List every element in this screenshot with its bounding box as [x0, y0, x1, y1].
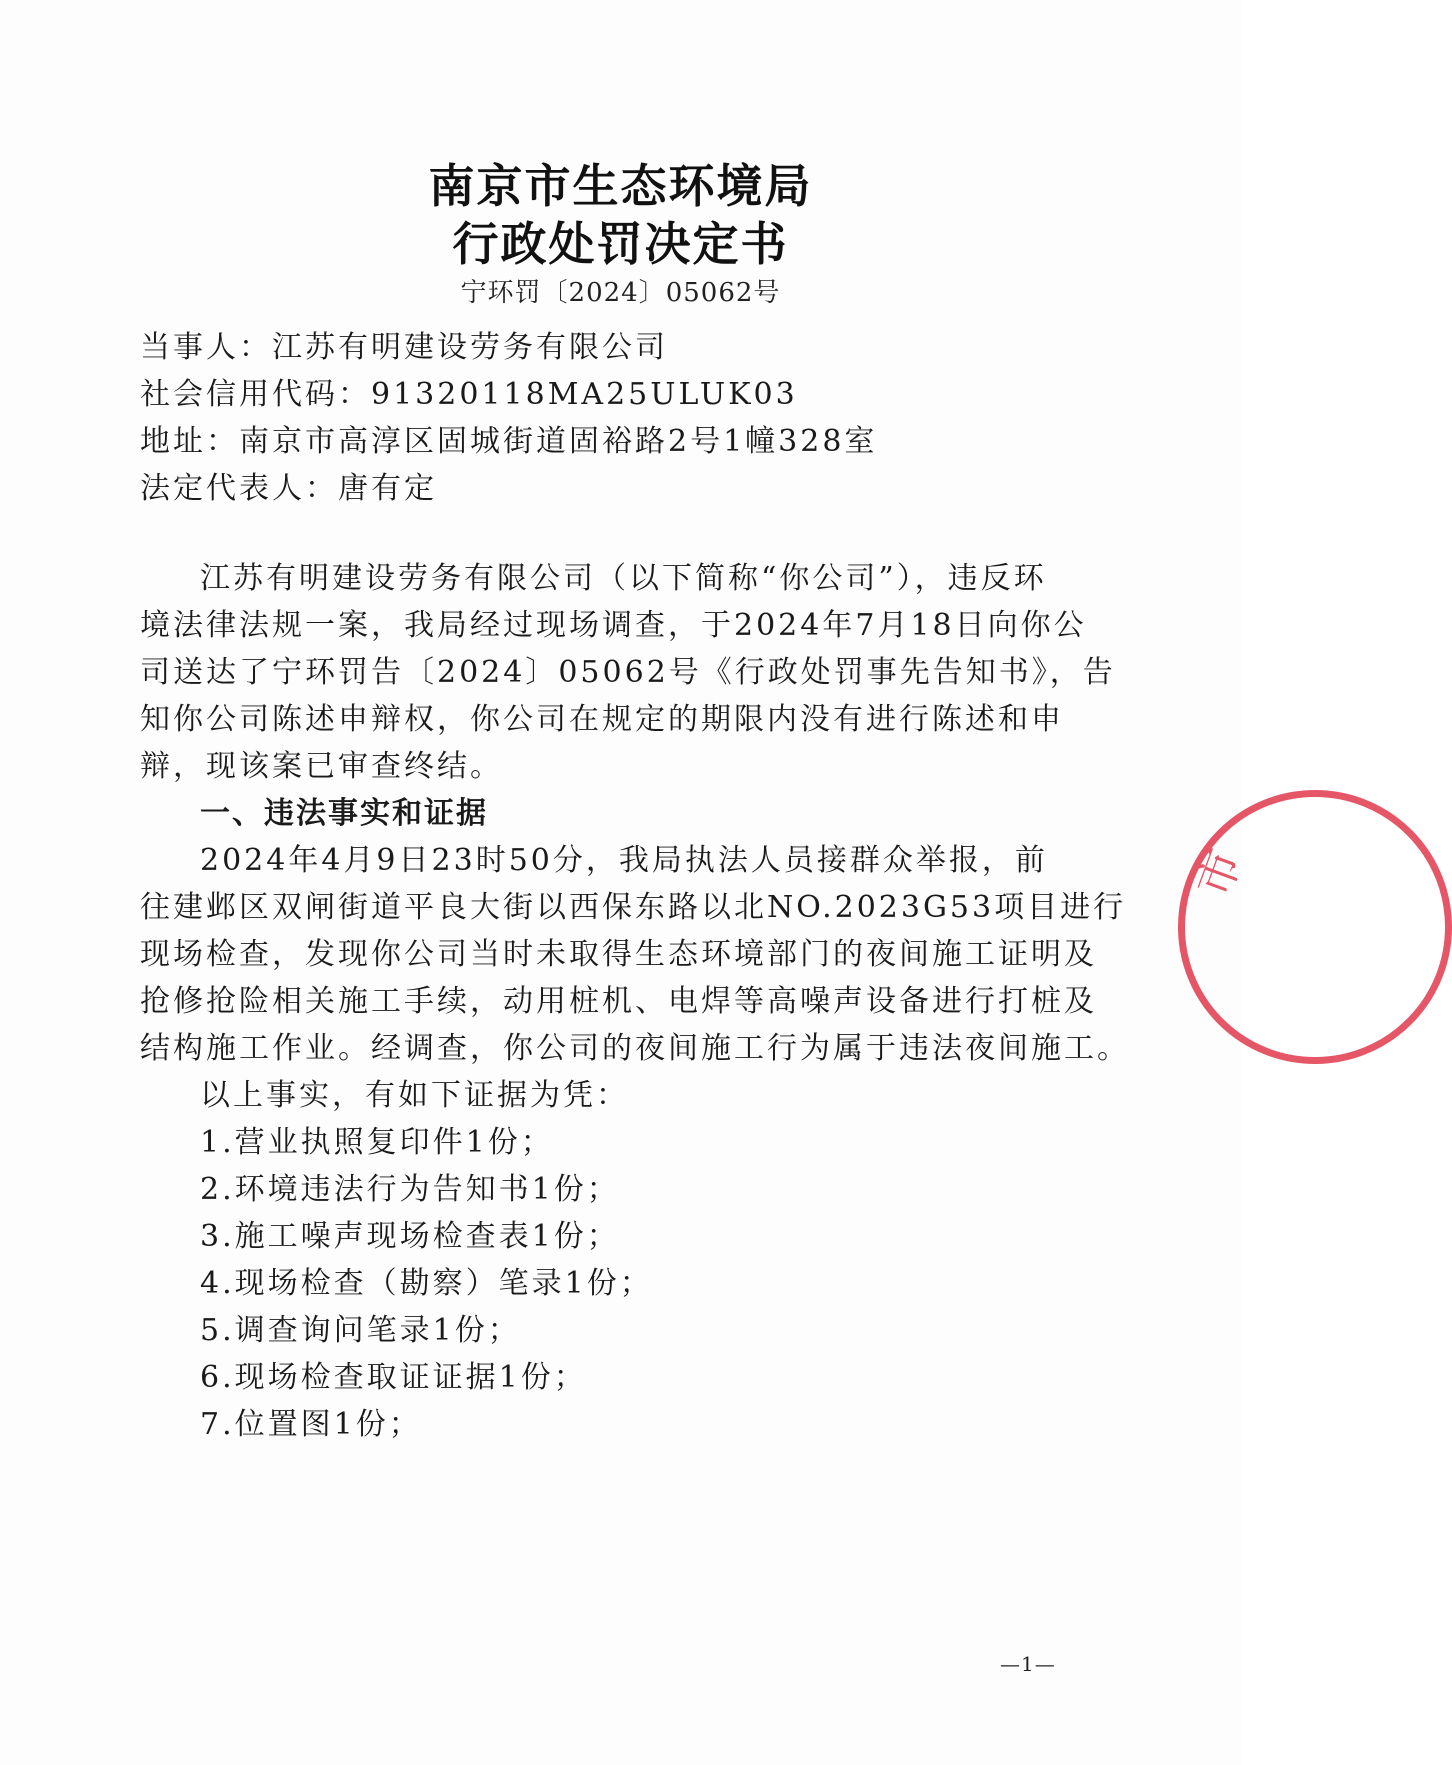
evidence-item: 7.位置图1份； [200, 1407, 422, 1442]
intro-line: 江苏有明建设劳务有限公司（以下简称“你公司”），违反环 [200, 561, 1047, 596]
intro-line: 司送达了宁环罚告〔2024〕05062号《行政处罚事先告知书》，告 [140, 655, 1116, 690]
facts-line: 以上事实，有如下证据为凭： [200, 1078, 629, 1113]
evidence-item: 6.现场检查取证证据1份； [200, 1360, 587, 1395]
intro-line: 知你公司陈述申辩权，你公司在规定的期限内没有进行陈述和申 [140, 702, 1064, 737]
party-address: 地址：南京市高淳区固城街道固裕路2号1幢328室 [140, 424, 878, 459]
document-number: 宁环罚〔2024〕05062号 [460, 278, 781, 308]
evidence-item: 4.现场检查（勘察）笔录1份； [200, 1266, 653, 1301]
intro-line: 辩，现该案已审查终结。 [140, 749, 503, 784]
facts-line: 往建邺区双闸街道平良大街以西保东路以北NO.2023G53项目进行 [140, 890, 1127, 925]
seal-character: 市 [1185, 842, 1253, 904]
evidence-item: 2.环境违法行为告知书1份； [200, 1172, 620, 1207]
page-number: —1— [1000, 1652, 1056, 1676]
document-title-line1: 南京市生态环境局 [428, 159, 813, 213]
intro-line: 境法律法规一案，我局经过现场调查，于2024年7月18日向你公 [140, 608, 1087, 643]
section-heading-facts: 一、违法事实和证据 [200, 796, 488, 831]
evidence-item: 5.调查询问笔录1份； [200, 1313, 521, 1348]
party-legal-rep: 法定代表人：唐有定 [140, 471, 437, 506]
facts-line: 现场检查，发现你公司当时未取得生态环境部门的夜间施工证明及 [140, 937, 1097, 972]
evidence-item: 1.营业执照复印件1份； [200, 1125, 554, 1160]
facts-line: 抢修抢险相关施工手续，动用桩机、电焊等高噪声设备进行打桩及 [140, 984, 1097, 1019]
party-credit-code: 社会信用代码：91320118MA25ULUK03 [140, 377, 798, 412]
facts-line: 结构施工作业。经调查，你公司的夜间施工行为属于违法夜间施工。 [140, 1031, 1130, 1066]
party-name: 当事人：江苏有明建设劳务有限公司 [140, 330, 668, 365]
evidence-item: 3.施工噪声现场检查表1份； [200, 1219, 620, 1254]
facts-line: 2024年4月9日23时50分，我局执法人员接群众举报，前 [200, 843, 1048, 878]
official-seal-stamp [1178, 790, 1452, 1064]
document-title-line2: 行政处罚决定书 [452, 217, 789, 271]
